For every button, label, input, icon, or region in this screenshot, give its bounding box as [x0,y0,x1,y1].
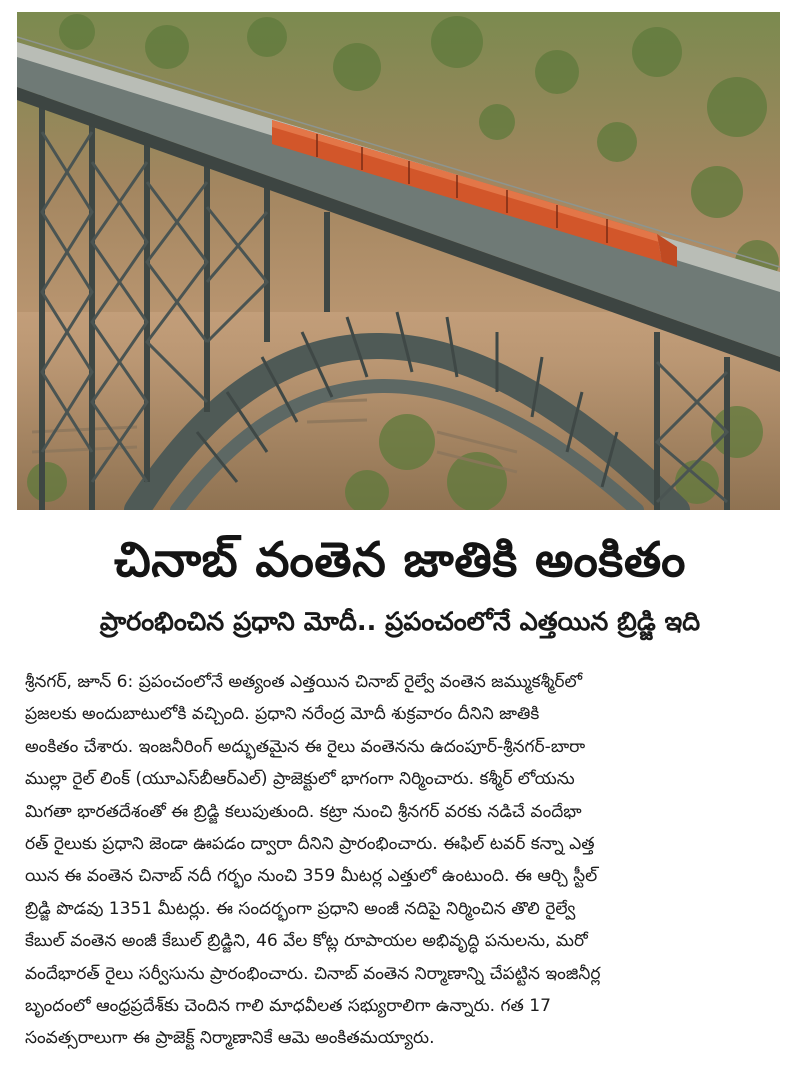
body-line: బృందంలో ఆంధ్రప్రదేశ్‌కు చెందిన గాలి మాధవీలత సభ్యురాలిగా ఉన్నారు. గత 17 [25,995,551,1016]
body-line: బ్రిడ్జి పొడవు 1351 మీటర్లు. ఈ సందర్భంగా ప్రధాని అంజీ నదిపై నిర్మించిన తొలి రైల్వే [25,898,576,919]
body-line: రత్ రైలుకు ప్రధాని జెండా ఊపడం ద్వారా దీనిని ప్రారంభించారు. ఈఫిల్ టవర్ కన్నా ఎత్త [25,833,595,854]
body-line: కేబుల్ వంతెన అంజీ కేబుల్ బ్రిడ్జిని, 46 వేల కోట్ల రూపాయల అభివృద్ధి పనులను, మరో [25,931,588,952]
body-line: సంవత్సరాలుగా ఈ ప్రాజెక్ట్ నిర్మాణానికే ఆమె అంకితమయ్యారు. [25,1028,435,1049]
body-line: వందేభారత్ రైలు సర్వీసును ప్రారంభించారు. చినాబ్ వంతెన నిర్మాణాన్ని చేపట్టిన ఇంజినీర్ల [25,963,601,984]
body-line: ప్రజలకు అందుబాటులోకి వచ్చింది. ప్రధాని నరేంద్ర మోదీ శుక్రవారం దీనిని జాతికి [25,704,540,725]
body-line: యిన ఈ వంతెన చినాబ్ నదీ గర్భం నుంచి 359 మీటర్ల ఎత్తులో ఉంటుంది. ఈ ఆర్చి స్టీల్ [25,866,598,887]
article-body [25,666,777,1055]
chenab-bridge-photo [17,12,780,510]
body-line: ముల్లా రైల్ లింక్ (యూఎస్‌బీఆర్ఎల్) ప్రాజెక్టులో భాగంగా నిర్మించారు. కశ్మీర్ లోయను [25,769,575,790]
body-line: అంకితం చేశారు. ఇంజనీరింగ్ అద్భుతమైన ఈ రైలు వంతెనను ఉదంపూర్-శ్రీనగర్-బారా [25,736,586,757]
subheadline: ప్రారంభించిన ప్రధాని మోదీ.. ప్రపంచంలోనే ఎత్తయిన బ్రిడ్జి ఇది [99,607,701,637]
news-photo [17,12,780,510]
headline: చినాబ్ వంతెన జాతికి అంకితం [113,532,687,588]
body-line: మిగతా భారతదేశంతో ఈ బ్రిడ్జి కలుపుతుంది. కట్రా నుంచి శ్రీనగర్ వరకు నడిచే వందేభా [25,801,582,822]
body-line: శ్రీనగర్, జూన్ 6: ప్రపంచంలోనే అత్యంత ఎత్తయిన చినాబ్ రైల్వే వంతెన జమ్ముకశ్మీర్‌లో [25,672,583,692]
